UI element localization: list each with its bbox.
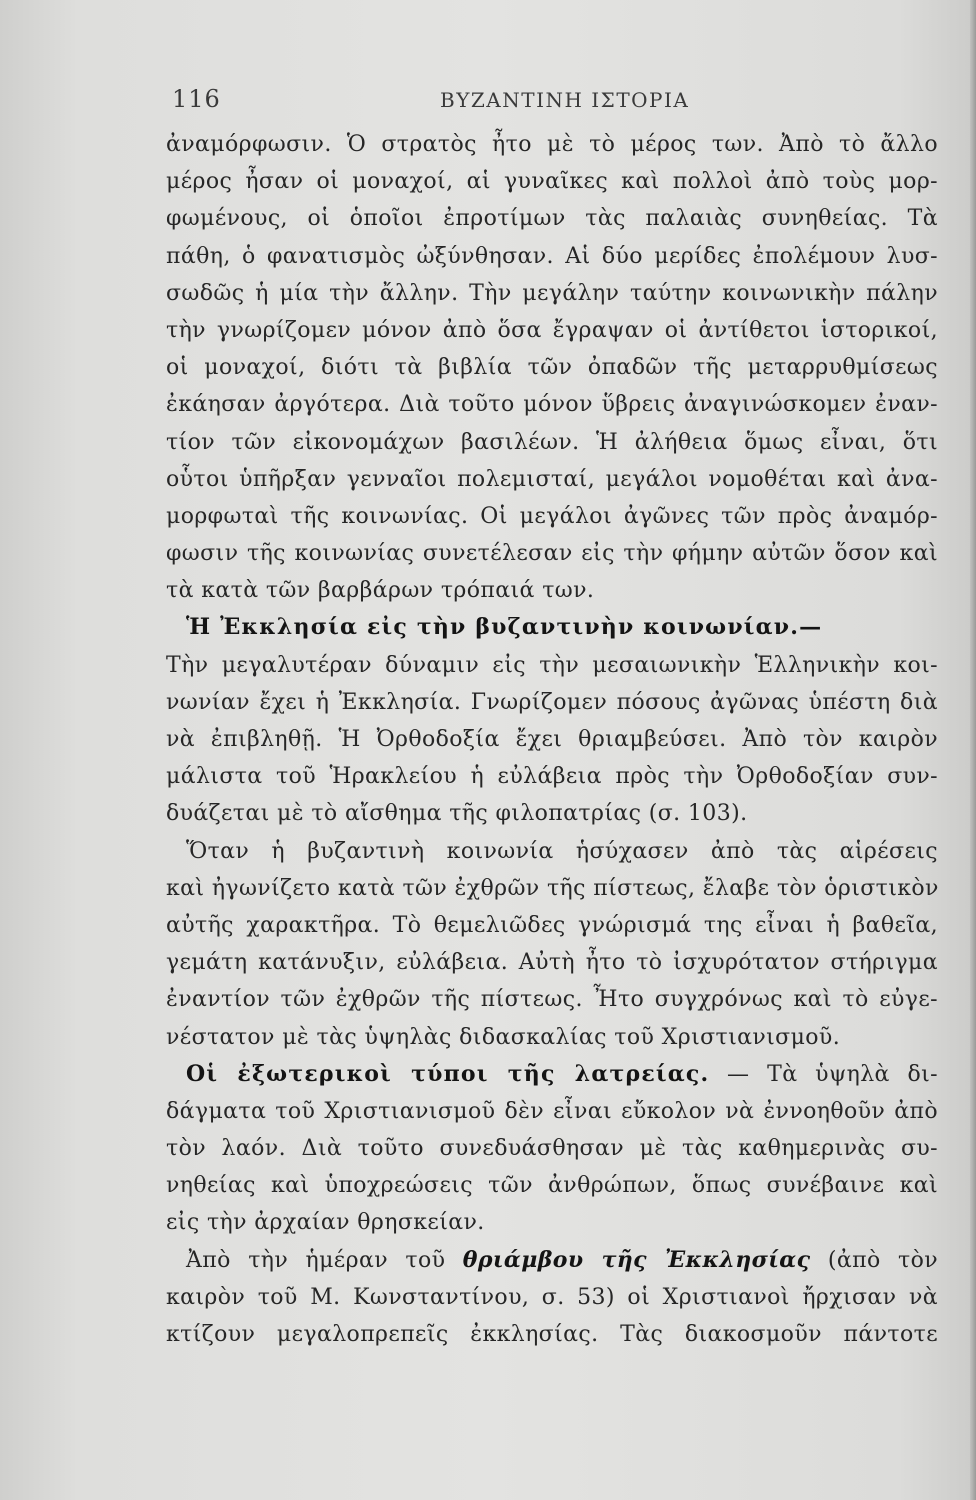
text-line: δυάζεται μὲ τὸ αἴσθημα τῆς φιλοπατρίας (σ. 103). xyxy=(166,801,748,827)
text-line: μορφωταὶ τῆς κοινωνίας. Οἱ μεγάλοι ἀγῶνες τῶν πρὸς ἀναμόρ- xyxy=(166,503,938,529)
text-line: σωδῶς ἡ μία τὴν ἄλλην. Τὴν μεγάλην ταύτην κοινωνικὴν πάλην xyxy=(166,280,938,306)
text-line: νωνίαν ἔχει ἡ Ἐκκλησία. Γνωρίζομεν πόσους ἀγῶνας ὑπέστη διὰ xyxy=(166,689,938,715)
emphasis-before: Ἀπὸ τὴν ἡμέραν τοῦ xyxy=(186,1247,463,1273)
emphasis-text: θριάμβου τῆς Ἐκκλησίας xyxy=(462,1246,811,1273)
text-line: οἱ μοναχοί, διότι τὰ βιβλία τῶν ὀπαδῶν τῆς μεταρρυθμίσεως xyxy=(166,355,938,381)
section-heading-church: Ἡ Ἐκκλησία εἰς τὴν βυζαντινὴν κοινωνίαν.— xyxy=(186,614,823,641)
text-line: καὶ ἠγωνίζετο κατὰ τῶν ἐχθρῶν τῆς πίστεως, ἔλαβε τὸν ὁριστικὸν xyxy=(166,875,939,901)
text-line: φωμένους, οἱ ὁποῖοι ἐπροτίμων τὰς παλαιὰς συνηθείας. Τὰ xyxy=(166,206,938,232)
page-edge-shadow xyxy=(970,0,976,1500)
text-line: δάγματα τοῦ Χριστιανισμοῦ δὲν εἶναι εὔκολον νὰ ἐννοηθοῦν ἀπὸ xyxy=(166,1098,938,1124)
running-title: ΒΥΖΑΝΤΙΝΗ ΙΣΤΟΡΙΑ xyxy=(440,88,690,112)
text-line: νέστατον μὲ τὰς ὑψηλὰς διδασκαλίας τοῦ Χριστιανισμοῦ. xyxy=(166,1024,841,1050)
text-line: γεμάτη κατάνυξιν, εὐλάβεια. Αὐτὴ ἦτο τὸ ἰσχυρότατον στήριγμα xyxy=(166,950,938,976)
text-line: μάλιστα τοῦ Ἡρακλείου ἡ εὐλάβεια πρὸς τὴν Ὀρθοδοξίαν συν- xyxy=(166,764,938,790)
text-line: φωσιν τῆς κοινωνίας συνετέλεσαν εἰς τὴν φήμην αὐτῶν ὅσον καὶ xyxy=(166,541,938,567)
text-line: νηθείας καὶ ὑποχρεώσεις τῶν ἀνθρώπων, ὅπως συνέβαινε καὶ xyxy=(166,1173,938,1199)
section-heading-worship-line xyxy=(166,1056,938,1093)
emphasis-after: (ἀπὸ τὸν xyxy=(810,1247,938,1273)
text-line: οὗτοι ὑπῆρξαν γενναῖοι πολεμισταί, μεγάλοι νομοθέται καὶ ἀνα- xyxy=(166,466,938,492)
text-line: ἐναντίον τῶν ἐχθρῶν τῆς πίστεως. Ἦτο συγχρόνως καὶ τὸ εὐγε- xyxy=(166,987,938,1013)
body-text xyxy=(166,126,938,1353)
section-heading-worship: Οἱ ἐξωτερικοὶ τύποι τῆς λατρείας. xyxy=(186,1060,710,1087)
text-line: τίον τῶν εἰκονομάχων βασιλέων. Ἡ ἀλήθεια ὅμως εἶναι, ὅτι xyxy=(166,429,938,455)
text-line: τὸν λαόν. Διὰ τοῦτο συνεδυάσθησαν μὲ τὰς καθημερινὰς συ- xyxy=(166,1136,938,1162)
text-line: πάθη, ὁ φανατισμὸς ὠξύνθησαν. Αἱ δύο μερίδες ἐπολέμουν λυσ- xyxy=(166,243,938,269)
text-line: Ὅταν ἡ βυζαντινὴ κοινωνία ἡσύχασεν ἀπὸ τὰς αἱρέσεις xyxy=(186,838,938,864)
text-line: ἀναμόρφωσιν. Ὁ στρατὸς ἦτο μὲ τὸ μέρος των. Ἀπὸ τὸ ἄλλο xyxy=(166,132,938,157)
text-line: τὰ κατὰ τῶν βαρβάρων τρόπαιά των. xyxy=(166,578,595,604)
text-line: καιρὸν τοῦ Μ. Κωνσταντίνου, σ. 53) οἱ Χριστιανοὶ ἤρχισαν νὰ xyxy=(166,1284,938,1310)
text-line: Τὴν μεγαλυτέραν δύναμιν εἰς τὴν μεσαιωνικὴν Ἑλληνικὴν κοι- xyxy=(166,652,938,678)
text-line-emphasis xyxy=(166,1242,938,1279)
text-line: εἰς τὴν ἀρχαίαν θρησκείαν. xyxy=(166,1210,485,1236)
text-line: ἐκάησαν ἀργότερα. Διὰ τοῦτο μόνον ὕβρεις ἀναγινώσκομεν ἐναν- xyxy=(166,392,938,418)
text-line: τὴν γνωρίζομεν μόνον ἀπὸ ὅσα ἔγραψαν οἱ ἀντίθετοι ἱστορικοί, xyxy=(166,317,938,343)
page-number: 116 xyxy=(172,85,221,113)
text-line: νὰ ἐπιβληθῇ. Ἡ Ὀρθοδοξία ἔχει θριαμβεύσει. Ἀπὸ τὸν καιρὸν xyxy=(166,727,938,752)
page-header xyxy=(0,85,976,115)
text-line: κτίζουν μεγαλοπρεπεῖς ἐκκλησίας. Τὰς διακοσμοῦν πάντοτε xyxy=(166,1322,938,1347)
text-line: μέρος ἦσαν οἱ μοναχοί, αἱ γυναῖκες καὶ πολλοὶ ἀπὸ τοὺς μορ- xyxy=(166,169,938,195)
text-line: αὐτῆς χαρακτῆρα. Τὸ θεμελιῶδες γνώρισμά της εἶναι ἡ βαθεῖα, xyxy=(166,912,938,938)
section-heading-worship-rest: — Τὰ ὑψηλὰ δι- xyxy=(709,1061,938,1087)
